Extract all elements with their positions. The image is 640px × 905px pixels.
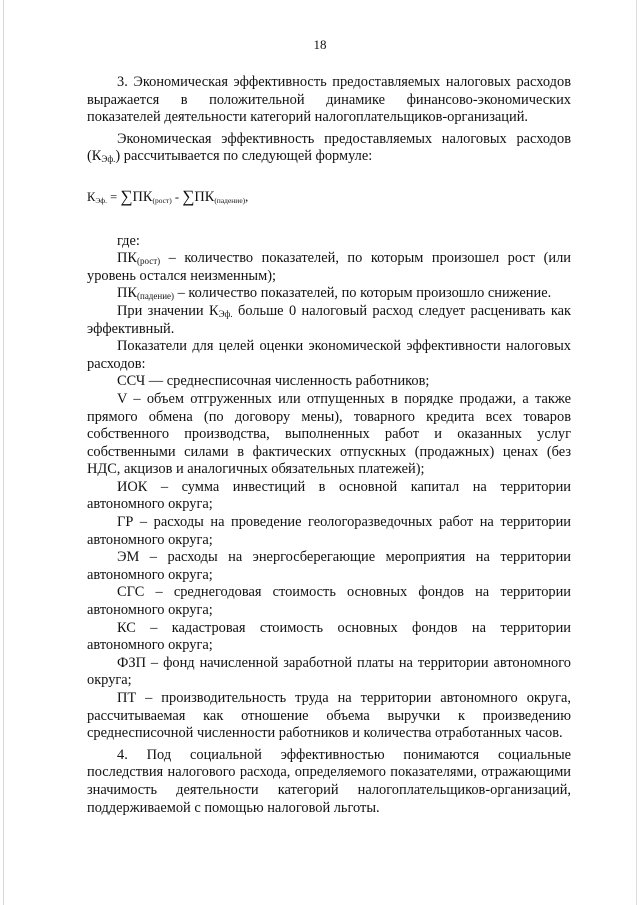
condition-sub: Эф. xyxy=(218,308,233,319)
indicators-intro: Показатели для целей оценки экономической эффективности налоговых расходов: xyxy=(87,338,571,372)
document-body xyxy=(87,74,571,817)
condition-pre: При значении К xyxy=(117,302,219,319)
formula-eq: = xyxy=(107,189,121,204)
indicator-ssch: ССЧ — среднесписочная численность работников; xyxy=(117,373,430,390)
definition-rost-sub: (рост) xyxy=(137,256,161,267)
indicator-em: ЭМ – расходы на энергосберегающие мероприятия на территории автономного округа; xyxy=(87,549,571,583)
indicator-pt: ПТ – производительность труда на территории автономного округа, рассчитываемая как отношение объема выручки к произведению среднесписочной численности работников и количества отработанных часов. xyxy=(87,690,571,742)
efficiency-intro xyxy=(87,131,571,166)
page-number: 18 xyxy=(313,37,327,52)
definition-rost-text: – количество показателей, по которым произошел рост (или уровень остался неизменным); xyxy=(87,250,571,284)
formula-rost-sub: (рост) xyxy=(152,195,172,205)
efficiency-intro-sub: Эф. xyxy=(101,154,116,165)
formula-padenie-sub: (падение) xyxy=(214,195,246,205)
condition-post: больше 0 налоговый расход следует расценивать как эффективный. xyxy=(87,302,571,337)
definition-padenie-text: – количество показателей, по которым произошло снижение. xyxy=(174,285,552,302)
definition-padenie xyxy=(87,285,571,303)
efficiency-condition xyxy=(87,303,571,338)
efficiency-formula xyxy=(87,188,571,207)
efficiency-intro-post: ) рассчитывается по следующей формуле: xyxy=(115,148,373,165)
indicator-fzp: ФЗП – фонд начисленной заработной платы на территории автономного округа; xyxy=(87,654,571,689)
formula-minus: - xyxy=(171,189,183,204)
paragraph-3: 3. Экономическая эффективность предоставляемых налоговых расходов выражается в положительной динамике финансово-экономических показателей деятельности категорий налогоплательщиков-организаций. xyxy=(87,74,571,126)
paragraph-4: 4. Под социальной эффективностью понимаются социальные последствия налогового расхода, определяемого показателями, отражающими значимость деятельности категорий налогоплательщиков-организаций, поддерживаемой с помощью налоговой льготы. xyxy=(87,746,571,816)
sum-symbol-padenie: ∑ xyxy=(182,186,195,206)
definition-rost-pk: ПК xyxy=(117,250,137,267)
indicator-v: V – объем отгруженных или отпущенных в порядке продажи, а также прямого обмена (по договору мены), товарного кредита всех товаров собственного производства, выполненных работ и оказанных услуг собственными силами в фактических отпускных (продажных) ценах (без НДС, акцизов и аналогичных обязательных платежей); xyxy=(87,390,571,478)
sum-symbol-rost: ∑ xyxy=(120,186,133,206)
indicator-ks: КС – кадастровая стоимость основных фондов на территории автономного округа; xyxy=(87,619,571,654)
formula-lhs: К xyxy=(87,189,96,204)
definition-rost xyxy=(87,250,571,285)
scan-edge-left xyxy=(3,0,4,905)
definition-padenie-sub: (падение) xyxy=(137,291,175,302)
indicator-sgs: СГС – среднегодовая стоимость основных фондов на территории автономного округа; xyxy=(87,584,571,619)
efficiency-intro-pre: Экономическая эффективность предоставляемых налоговых расходов (К xyxy=(87,130,571,165)
indicator-iok: ИОК – сумма инвестиций в основной капитал на территории автономного округа; xyxy=(87,478,571,513)
definition-padenie-pk: ПК xyxy=(117,285,137,302)
formula-lhs-sub: Эф. xyxy=(95,195,108,205)
formula-tail: , xyxy=(245,189,249,204)
formula-pk-rost: ПК xyxy=(132,188,153,205)
formula-pk-padenie: ПК xyxy=(194,188,215,205)
scan-edge-right xyxy=(636,0,637,905)
where-label: где: xyxy=(117,232,140,249)
indicator-gr: ГР – расходы на проведение геологоразведочных работ на территории автономного округа; xyxy=(87,514,571,548)
